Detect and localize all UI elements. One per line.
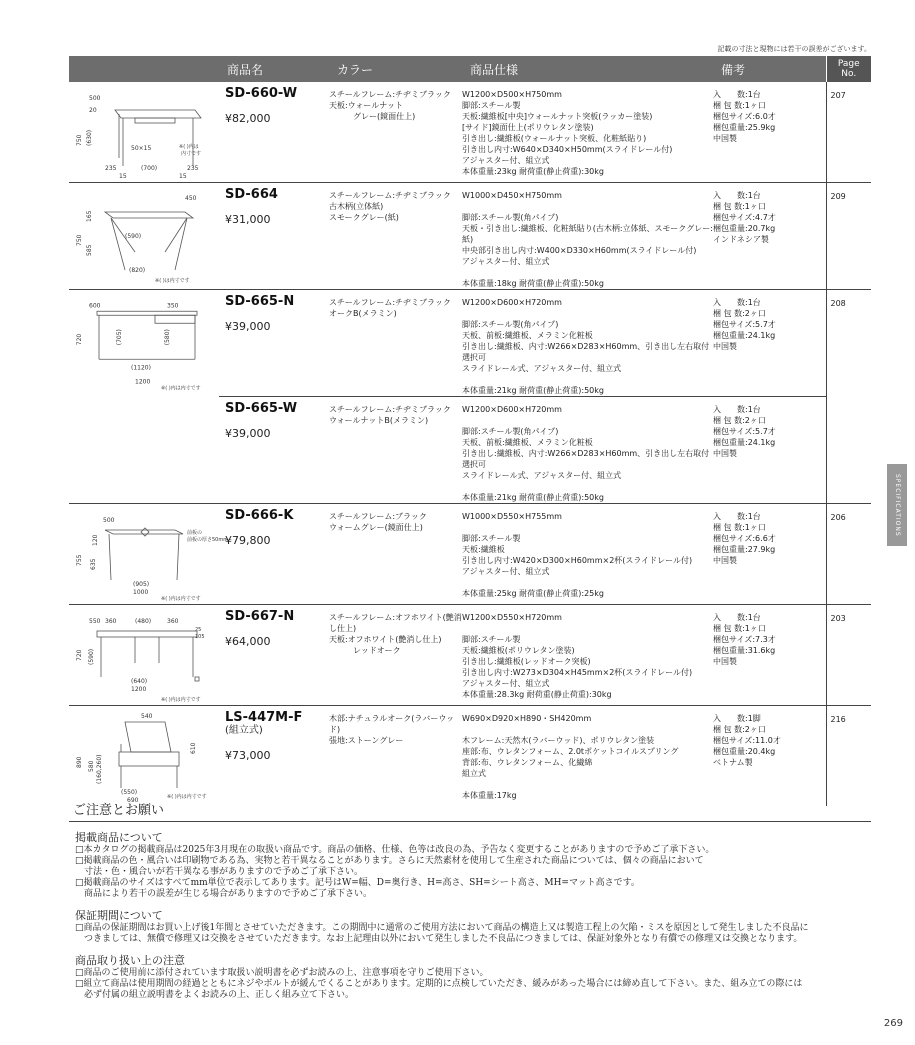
svg-text:1000: 1000 — [133, 589, 149, 596]
product-spec: W1200×D600×H720mm 脚部:スチール製(角パイプ) 天板、前板:繊維板、メラミン化粧板 引き出し:繊維板、内寸:W266×D283×H60mm、引き出し左右取付選択可 スライドレール式、アジャスター付、組立式 本体重量:21kg 耐荷重(静止荷重):50kg — [462, 290, 713, 397]
product-name: SD-667-N — [225, 609, 295, 624]
product-color: 木部:ナチュラルオーク(ラバーウッド) 張地:ストーングレー — [329, 706, 462, 807]
svg-text:890: 890 — [76, 756, 83, 768]
header-remarks: 備考 — [713, 56, 826, 82]
svg-text:600: 600 — [89, 302, 101, 310]
product-drawing — [69, 397, 219, 504]
product-price: ¥39,000 — [225, 320, 271, 333]
product-spec: W1000×D550×H755mm 脚部:スチール製 天板:繊維板 引き出し内寸:W420×D300×H60mm×2杯(スライドレール付) アジャスター付、組立式 本体重量:25kg 耐荷重(静止荷重):25kg — [462, 504, 713, 605]
product-drawing — [69, 605, 219, 706]
header-image — [69, 56, 219, 82]
svg-text:50×15: 50×15 — [131, 145, 152, 152]
product-price: ¥31,000 — [225, 213, 271, 226]
svg-text:(480): (480) — [135, 618, 152, 625]
notes-line: □商品の保証期間はお買い上げ後1年間とさせていただきます。この期間中に通常のご使用方法において商品の構造上又は製造工程上の欠陥・ミスを原因として発生しました不良品に — [75, 923, 809, 933]
svg-text:15: 15 — [119, 173, 127, 180]
product-name: LS-447M-F — [225, 710, 303, 725]
svg-text:360: 360 — [167, 618, 179, 625]
product-spec: W1200×D500×H750mm 脚部:スチール製 天板:繊維板[中央]ウォールナット突板(ラッカー塗装) [サイド]鏡面仕上(ポリウレタン塗装) 引き出し:繊維板(ウォールナット突板、化粧紙貼り) 引き出し内寸:W640×D340×H50mm(スライドレール付) アジャスター付、組立式 本体重量:23kg 耐荷重(静止荷重):30kg — [462, 90, 673, 176]
product-remarks: 入 数:1台 梱 包 数:1ヶ口 梱包サイズ:6.0才 梱包重量:25.9kg 中国製 — [713, 90, 776, 143]
svg-text:前板の厚さ50mm: 前板の厚さ50mm — [187, 537, 229, 543]
product-row — [69, 605, 871, 706]
notes-line: □本カタログの掲載商品は2025年3月現在の取扱い商品です。商品の価格、仕様、色等は改良の為、予告なく変更することがありますので予めご了承下さい。 — [75, 845, 715, 855]
svg-text:750: 750 — [76, 134, 83, 146]
svg-text:(160,260): (160,260) — [96, 754, 103, 784]
header-page: Page No. — [826, 56, 871, 82]
svg-text:720: 720 — [76, 333, 83, 346]
svg-text:※( )内は内寸です: ※( )内は内寸です — [161, 596, 201, 602]
svg-text:550: 550 — [89, 618, 101, 625]
header-spec: 商品仕様 — [462, 56, 713, 82]
product-price: ¥64,000 — [225, 635, 271, 648]
product-page-no[interactable]: 216 — [826, 706, 871, 807]
product-spec: W690×D920×H890・SH420mm 木フレーム:天然木(ラバーウッド)、ポリウレタン塗装 座部:布、ウレタンフォーム、2.0tポケットコイルスプリング 背部:布、ウレタンフォーム、化繊綿 組立式 本体重量:17kg — [462, 706, 713, 807]
product-row — [69, 183, 871, 290]
svg-text:20: 20 — [89, 107, 97, 114]
product-color: スチールフレーム:オフホワイト(艶消し仕上) 天板:オフホワイト(艶消し仕上) レッドオーク — [329, 605, 462, 706]
product-drawing — [69, 82, 219, 183]
svg-text:720: 720 — [76, 649, 83, 661]
notes-line: つきましては、無償で修理又は交換をさせていただきます。なお上記理由以外において発生しました不良品につきましては、保証対象外となり有償での修理又は交換となります。 — [75, 934, 803, 944]
notes-line: 必ず付属の組立説明書をよくお読みの上、正しく組み立て下さい。 — [75, 990, 355, 1000]
svg-text:※( )内は内寸です: ※( )内は内寸です — [161, 697, 201, 703]
product-page-no[interactable]: 203 — [826, 605, 871, 706]
dimension-disclaimer: 記載の寸法と現物には若干の誤差がございます。 — [717, 45, 871, 53]
product-price: ¥73,000 — [225, 749, 271, 762]
product-name: SD-666-K — [225, 508, 294, 523]
svg-text:105: 105 — [195, 634, 205, 640]
header-color: カラー — [329, 56, 462, 82]
svg-text:(580): (580) — [164, 329, 171, 346]
svg-text:755: 755 — [76, 554, 83, 566]
notes-heading: 保証期間について — [75, 909, 163, 922]
svg-text:450: 450 — [185, 195, 197, 202]
product-drawing — [69, 706, 219, 807]
svg-text:(590): (590) — [125, 233, 142, 240]
svg-text:※( )内は: ※( )内は — [179, 144, 199, 150]
svg-text:360: 360 — [105, 618, 117, 625]
product-drawing — [69, 183, 219, 290]
svg-text:350: 350 — [167, 302, 179, 310]
svg-text:(820): (820) — [129, 267, 146, 274]
spec-table — [69, 56, 871, 806]
notes-line: □組立て商品は使用期間の経過とともにネジやボルトが緩んでくることがあります。定期的に点検していただき、緩みがあった場合には締め直して下さい。また、組み立ての際には — [75, 979, 803, 989]
svg-text:1200: 1200 — [131, 686, 147, 693]
product-page-no[interactable]: 208 — [826, 290, 871, 504]
svg-text:(640): (640) — [131, 678, 148, 685]
product-page-no[interactable]: 207 — [826, 82, 871, 183]
product-color: スチールフレーム:チヂミブラック オークB(メラミン) — [329, 290, 462, 397]
header-name: 商品名 — [219, 56, 329, 82]
svg-text:(1120): (1120) — [131, 364, 151, 372]
product-spec: W1200×D600×H720mm 脚部:スチール製(角パイプ) 天板、前板:繊維板、メラミン化粧板 引き出し:繊維板、内寸:W266×D283×H60mm、引き出し左右取付選択可 スライドレール式、アジャスター付、組立式 本体重量:21kg 耐荷重(静止荷重):50kg — [462, 397, 713, 504]
product-remarks: 入 数:1台 梱 包 数:1ヶ口 梱包サイズ:7.3才 梱包重量:31.6kg 中国製 — [713, 605, 826, 706]
product-row — [69, 397, 871, 504]
notes-heading: 商品取り扱い上の注意 — [75, 954, 185, 967]
svg-text:※( )は内寸です: ※( )は内寸です — [155, 278, 190, 284]
svg-text:540: 540 — [141, 713, 153, 720]
svg-text:580: 580 — [88, 760, 95, 772]
notes-line: □商品のご使用前に添付されています取扱い説明書を必ずお読みの上、注意事項を守りご使用下さい。 — [75, 968, 489, 978]
notes-line: □掲載商品の色・風合いは印刷物である為、実物と若干異なることがあります。さらに天然素材を使用して生産された商品については、個々の商品において — [75, 856, 704, 866]
section-side-tab: SPECIFICATIONS — [887, 464, 907, 546]
product-remarks: 入 数:1台 梱 包 数:1ヶ口 梱包サイズ:4.7才 梱包重量:20.7kg インドネシア製 — [713, 183, 826, 290]
svg-text:235: 235 — [187, 165, 199, 172]
svg-text:(700): (700) — [141, 165, 158, 172]
product-drawing — [69, 504, 229, 605]
svg-text:(905): (905) — [133, 581, 150, 588]
dim-text: 500 — [89, 95, 101, 102]
svg-text:635: 635 — [90, 558, 97, 570]
product-color: スチールフレーム:チヂミブラック 古木柄(立体紙) スモークグレー(紙) — [329, 183, 462, 290]
svg-text:※( )内は内寸です: ※( )内は内寸です — [161, 385, 201, 392]
svg-text:690: 690 — [127, 797, 139, 804]
notes-title: ご注意とお願い — [69, 799, 871, 822]
product-remarks: 入 数:1台 梱 包 数:2ヶ口 梱包サイズ:5.7才 梱包重量:24.1kg 中国製 — [713, 397, 826, 504]
product-remarks: 入 数:1脚 梱 包 数:2ヶ口 梱包サイズ:11.0才 梱包重量:20.4kg ベトナム製 — [713, 706, 826, 807]
svg-text:610: 610 — [190, 742, 197, 754]
notes-line: □掲載商品のサイズはすべてmm単位で表示してあります。記号はW=幅、D=奥行き、H=高さ、SH=シート高さ、MH=マット高さです。 — [75, 878, 640, 888]
product-row — [69, 504, 871, 605]
svg-text:※( )内は内寸です: ※( )内は内寸です — [167, 794, 207, 800]
product-subtitle: (組立式) — [225, 725, 263, 736]
product-row — [69, 82, 871, 183]
product-page-no[interactable]: 206 — [826, 504, 871, 605]
product-remarks: 入 数:1台 梱 包 数:1ヶ口 梱包サイズ:6.6才 梱包重量:27.9kg 中国製 — [713, 504, 826, 605]
svg-text:前板の: 前板の — [187, 530, 203, 536]
product-row — [69, 706, 871, 807]
product-price: ¥39,000 — [225, 427, 271, 440]
product-price: ¥82,000 — [225, 112, 271, 125]
svg-text:25: 25 — [195, 627, 202, 633]
svg-text:165: 165 — [86, 210, 93, 222]
product-spec: W1000×D450×H750mm 脚部:スチール製(角パイプ) 天板・引き出し:繊維板、化粧紙貼り(古木柄:立体紙、スモークグレー:紙) 中央部引き出し内寸:W400×D330×H60mm(スライドレール付) アジャスター付、組立式 本体重量:18kg 耐荷重(静止荷重):50kg — [462, 183, 713, 290]
svg-text:500: 500 — [103, 517, 115, 524]
svg-text:235: 235 — [105, 165, 117, 172]
svg-text:750: 750 — [76, 234, 83, 246]
product-row — [69, 290, 871, 397]
notes-section — [69, 799, 871, 1001]
product-name: SD-664 — [225, 187, 278, 202]
product-remarks: 入 数:1台 梱 包 数:2ヶ口 梱包サイズ:5.7才 梱包重量:24.1kg 中国製 — [713, 290, 826, 397]
notes-line: 商品により若干の誤差が生じる場合がありますので予めご了承下さい。 — [75, 889, 373, 899]
product-price: ¥79,800 — [225, 534, 271, 547]
svg-text:(550): (550) — [121, 789, 138, 796]
product-color: スチールフレーム:チヂミブラック ウォールナットB(メラミン) — [329, 397, 462, 504]
table-header — [69, 56, 871, 82]
svg-text:120: 120 — [92, 534, 99, 546]
notes-heading: 掲載商品について — [75, 831, 163, 844]
product-color: スチールフレーム:ブラック ウォームグレー(鏡面仕上) — [329, 504, 462, 605]
page-number: 269 — [883, 1018, 903, 1029]
svg-text:15: 15 — [179, 173, 187, 180]
product-color: スチールフレーム:チヂミブラック 天板:ウォールナット グレー(鏡面仕上) — [329, 90, 451, 121]
product-name: SD-665-W — [225, 401, 298, 416]
svg-text:(630): (630) — [86, 129, 93, 146]
product-name: SD-660-W — [225, 86, 298, 101]
svg-text:内寸です: 内寸です — [181, 151, 202, 157]
product-spec: W1200×D550×H720mm 脚部:スチール製 天板:繊維板(ポリウレタン塗装) 引き出し:繊維板(レッドオーク突板) 引き出し内寸:W273×D304×H45mm×2杯(スライドレール付) アジャスター付、組立式 本体重量:28.3kg 耐荷重(静止荷重):30kg — [462, 605, 713, 706]
svg-text:(705): (705) — [116, 329, 123, 346]
product-drawing — [69, 290, 219, 397]
svg-text:(590): (590) — [88, 648, 95, 665]
notes-line: 寸法・色・風合いが若干異なる事がありますので予めご了承下さい。 — [75, 867, 364, 877]
svg-text:585: 585 — [86, 244, 93, 256]
svg-text:1200: 1200 — [135, 378, 151, 386]
product-name: SD-665-N — [225, 294, 295, 309]
product-page-no[interactable]: 209 — [826, 183, 871, 290]
